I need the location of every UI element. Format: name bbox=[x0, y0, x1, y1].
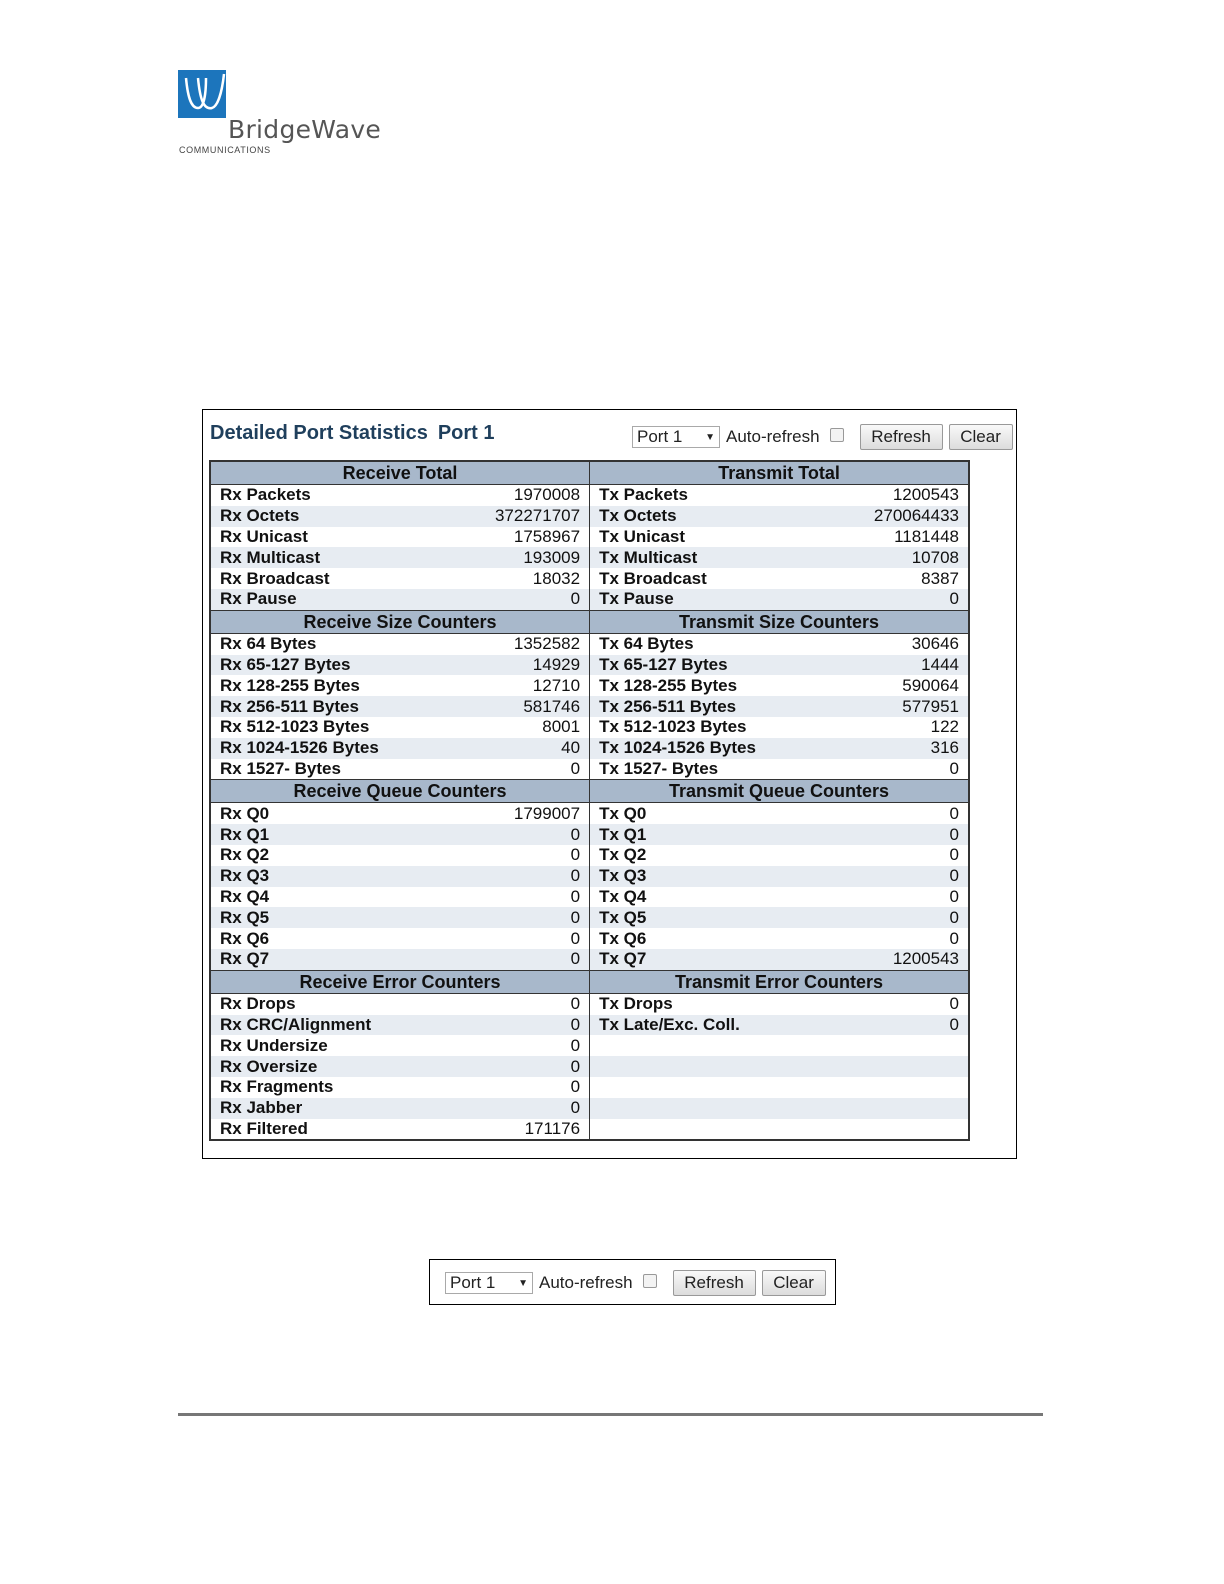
table-row bbox=[210, 1098, 969, 1119]
table-row bbox=[210, 887, 969, 908]
rx-value: 0 bbox=[454, 949, 590, 970]
rx-value: 0 bbox=[454, 1015, 590, 1036]
footer-divider bbox=[178, 1413, 1043, 1416]
refresh-button-detail[interactable]: Refresh bbox=[673, 1270, 756, 1296]
rx-label: Rx Pause bbox=[210, 589, 454, 610]
rx-label: Rx Q3 bbox=[210, 866, 454, 887]
rx-label: Rx Filtered bbox=[210, 1119, 454, 1141]
tx-label: Tx 64 Bytes bbox=[590, 633, 833, 654]
table-row bbox=[210, 993, 969, 1014]
tx-value: 30646 bbox=[833, 633, 969, 654]
rx-value: 18032 bbox=[454, 568, 590, 589]
tx-value: 590064 bbox=[833, 675, 969, 696]
tx-label: Tx Q7 bbox=[590, 949, 833, 970]
rx-value: 0 bbox=[454, 589, 590, 610]
clear-button-detail[interactable]: Clear bbox=[762, 1270, 826, 1296]
tx-label bbox=[590, 1098, 833, 1119]
rx-value: 0 bbox=[454, 1056, 590, 1077]
rx-label: Rx Fragments bbox=[210, 1077, 454, 1098]
rx-value: 0 bbox=[454, 887, 590, 908]
tx-label: Tx Q5 bbox=[590, 907, 833, 928]
section-header-row bbox=[210, 461, 969, 485]
rx-label: Rx Broadcast bbox=[210, 568, 454, 589]
section-header-row bbox=[210, 970, 969, 993]
refresh-button[interactable]: Refresh bbox=[860, 424, 943, 450]
rx-label: Rx Multicast bbox=[210, 547, 454, 568]
toolbar-detail-panel bbox=[429, 1259, 836, 1305]
tx-label: Tx Pause bbox=[590, 589, 833, 610]
tx-value: 0 bbox=[833, 907, 969, 928]
tx-value: 0 bbox=[833, 887, 969, 908]
rx-label: Rx Drops bbox=[210, 993, 454, 1014]
tx-value bbox=[833, 1119, 969, 1141]
stats-body bbox=[210, 461, 969, 1140]
receive-section-title: Receive Queue Counters bbox=[210, 780, 590, 803]
tx-label: Tx 128-255 Bytes bbox=[590, 675, 833, 696]
transmit-section-title: Transmit Error Counters bbox=[590, 970, 969, 993]
rx-value: 14929 bbox=[454, 655, 590, 676]
tx-value: 1181448 bbox=[833, 527, 969, 548]
tx-label: Tx Q1 bbox=[590, 824, 833, 845]
toolbar bbox=[632, 424, 1013, 450]
table-row bbox=[210, 589, 969, 610]
tx-value bbox=[833, 1056, 969, 1077]
rx-label: Rx Unicast bbox=[210, 527, 454, 548]
rx-label: Rx 1527- Bytes bbox=[210, 759, 454, 780]
page-title-port: Port 1 bbox=[437, 422, 495, 444]
tx-value: 0 bbox=[833, 845, 969, 866]
receive-section-title: Receive Error Counters bbox=[210, 970, 590, 993]
tx-label bbox=[590, 1119, 833, 1141]
rx-label: Rx Jabber bbox=[210, 1098, 454, 1119]
tx-value: 0 bbox=[833, 993, 969, 1014]
tx-value bbox=[833, 1035, 969, 1056]
transmit-section-title: Transmit Size Counters bbox=[590, 610, 969, 633]
table-row bbox=[210, 1056, 969, 1077]
port-select-value: Port 1 bbox=[637, 427, 683, 446]
tx-value: 0 bbox=[833, 589, 969, 610]
port-select[interactable] bbox=[632, 426, 720, 448]
rx-value: 372271707 bbox=[454, 506, 590, 527]
auto-refresh-checkbox-detail[interactable] bbox=[643, 1274, 657, 1288]
table-row bbox=[210, 568, 969, 589]
rx-value: 8001 bbox=[454, 717, 590, 738]
tx-value: 1200543 bbox=[833, 485, 969, 506]
table-row bbox=[210, 1119, 969, 1141]
port-select-detail-value: Port 1 bbox=[450, 1273, 496, 1292]
table-row bbox=[210, 1035, 969, 1056]
tx-value: 8387 bbox=[833, 568, 969, 589]
tx-label bbox=[590, 1077, 833, 1098]
tx-label bbox=[590, 1035, 833, 1056]
tx-label: Tx Drops bbox=[590, 993, 833, 1014]
table-row bbox=[210, 824, 969, 845]
tx-label: Tx Q2 bbox=[590, 845, 833, 866]
rx-label: Rx Q4 bbox=[210, 887, 454, 908]
rx-label: Rx 65-127 Bytes bbox=[210, 655, 454, 676]
tx-label: Tx Q3 bbox=[590, 866, 833, 887]
tx-value: 577951 bbox=[833, 696, 969, 717]
rx-value: 193009 bbox=[454, 547, 590, 568]
table-row bbox=[210, 738, 969, 759]
receive-section-title: Receive Size Counters bbox=[210, 610, 590, 633]
rx-value: 0 bbox=[454, 1098, 590, 1119]
rx-label: Rx Undersize bbox=[210, 1035, 454, 1056]
table-row bbox=[210, 1015, 969, 1036]
rx-value: 40 bbox=[454, 738, 590, 759]
tx-label: Tx Unicast bbox=[590, 527, 833, 548]
table-row bbox=[210, 949, 969, 970]
rx-label: Rx Q6 bbox=[210, 928, 454, 949]
tx-label: Tx Late/Exc. Coll. bbox=[590, 1015, 833, 1036]
rx-label: Rx 64 Bytes bbox=[210, 633, 454, 654]
tx-label bbox=[590, 1056, 833, 1077]
table-row bbox=[210, 928, 969, 949]
table-row bbox=[210, 717, 969, 738]
table-row bbox=[210, 759, 969, 780]
tx-label: Tx Q6 bbox=[590, 928, 833, 949]
rx-value: 0 bbox=[454, 993, 590, 1014]
tx-value: 1200543 bbox=[833, 949, 969, 970]
clear-button[interactable]: Clear bbox=[949, 424, 1013, 450]
rx-label: Rx Q0 bbox=[210, 803, 454, 824]
table-row bbox=[210, 633, 969, 654]
table-row bbox=[210, 485, 969, 506]
tx-value: 122 bbox=[833, 717, 969, 738]
tx-value: 316 bbox=[833, 738, 969, 759]
tx-label: Tx 512-1023 Bytes bbox=[590, 717, 833, 738]
rx-value: 171176 bbox=[454, 1119, 590, 1141]
table-row bbox=[210, 527, 969, 548]
table-row bbox=[210, 803, 969, 824]
rx-value: 0 bbox=[454, 824, 590, 845]
rx-value: 0 bbox=[454, 928, 590, 949]
table-row bbox=[210, 866, 969, 887]
page-title-text: Detailed Port Statistics bbox=[210, 422, 428, 444]
receive-section-title: Receive Total bbox=[210, 461, 590, 485]
rx-label: Rx 1024-1526 Bytes bbox=[210, 738, 454, 759]
rx-label: Rx Q5 bbox=[210, 907, 454, 928]
auto-refresh-label-detail: Auto-refresh bbox=[539, 1273, 633, 1292]
tx-value: 0 bbox=[833, 759, 969, 780]
transmit-section-title: Transmit Queue Counters bbox=[590, 780, 969, 803]
rx-value: 581746 bbox=[454, 696, 590, 717]
tx-value: 270064433 bbox=[833, 506, 969, 527]
rx-label: Rx 512-1023 Bytes bbox=[210, 717, 454, 738]
section-header-row bbox=[210, 610, 969, 633]
tx-value: 0 bbox=[833, 824, 969, 845]
table-row bbox=[210, 675, 969, 696]
tx-value: 0 bbox=[833, 1015, 969, 1036]
tx-label: Tx Multicast bbox=[590, 547, 833, 568]
detailed-port-statistics-panel bbox=[202, 409, 1017, 1159]
chevron-down-icon: ▼ bbox=[518, 1277, 528, 1289]
rx-value: 1758967 bbox=[454, 527, 590, 548]
bridgewave-logo bbox=[178, 70, 382, 160]
port-statistics-table bbox=[209, 460, 970, 1141]
table-row bbox=[210, 907, 969, 928]
rx-label: Rx Packets bbox=[210, 485, 454, 506]
tx-label: Tx 65-127 Bytes bbox=[590, 655, 833, 676]
rx-value: 1970008 bbox=[454, 485, 590, 506]
rx-value: 0 bbox=[454, 759, 590, 780]
rx-value: 0 bbox=[454, 1077, 590, 1098]
rx-label: Rx Q1 bbox=[210, 824, 454, 845]
tx-value: 10708 bbox=[833, 547, 969, 568]
tx-label: Tx 256-511 Bytes bbox=[590, 696, 833, 717]
tx-label: Tx Octets bbox=[590, 506, 833, 527]
tx-value bbox=[833, 1098, 969, 1119]
chevron-down-icon: ▼ bbox=[705, 431, 715, 443]
tx-label: Tx Q0 bbox=[590, 803, 833, 824]
table-row bbox=[210, 1077, 969, 1098]
rx-label: Rx Q7 bbox=[210, 949, 454, 970]
tx-value: 0 bbox=[833, 866, 969, 887]
tx-label: Tx Packets bbox=[590, 485, 833, 506]
auto-refresh-label: Auto-refresh bbox=[726, 427, 820, 446]
auto-refresh-checkbox[interactable] bbox=[830, 428, 844, 442]
rx-value: 1799007 bbox=[454, 803, 590, 824]
rx-label: Rx Oversize bbox=[210, 1056, 454, 1077]
section-header-row bbox=[210, 780, 969, 803]
tx-value: 0 bbox=[833, 803, 969, 824]
rx-label: Rx Q2 bbox=[210, 845, 454, 866]
tx-label: Tx 1024-1526 Bytes bbox=[590, 738, 833, 759]
table-row bbox=[210, 547, 969, 568]
table-row bbox=[210, 696, 969, 717]
tx-value bbox=[833, 1077, 969, 1098]
transmit-section-title: Transmit Total bbox=[590, 461, 969, 485]
rx-value: 12710 bbox=[454, 675, 590, 696]
logo-name: BridgeWave bbox=[228, 115, 382, 144]
rx-label: Rx 256-511 Bytes bbox=[210, 696, 454, 717]
rx-label: Rx 128-255 Bytes bbox=[210, 675, 454, 696]
logo-subtitle: COMMUNICATIONS bbox=[179, 145, 271, 155]
rx-value: 0 bbox=[454, 845, 590, 866]
tx-label: Tx Q4 bbox=[590, 887, 833, 908]
page-title bbox=[210, 422, 495, 445]
table-row bbox=[210, 655, 969, 676]
tx-value: 1444 bbox=[833, 655, 969, 676]
rx-value: 0 bbox=[454, 866, 590, 887]
rx-value: 1352582 bbox=[454, 633, 590, 654]
rx-value: 0 bbox=[454, 1035, 590, 1056]
rx-value: 0 bbox=[454, 907, 590, 928]
tx-label: Tx Broadcast bbox=[590, 568, 833, 589]
table-row bbox=[210, 845, 969, 866]
port-select-detail[interactable] bbox=[445, 1272, 533, 1294]
bridgewave-logo-icon bbox=[178, 70, 226, 118]
toolbar-detail bbox=[445, 1270, 826, 1296]
table-row bbox=[210, 506, 969, 527]
rx-label: Rx CRC/Alignment bbox=[210, 1015, 454, 1036]
rx-label: Rx Octets bbox=[210, 506, 454, 527]
tx-label: Tx 1527- Bytes bbox=[590, 759, 833, 780]
tx-value: 0 bbox=[833, 928, 969, 949]
